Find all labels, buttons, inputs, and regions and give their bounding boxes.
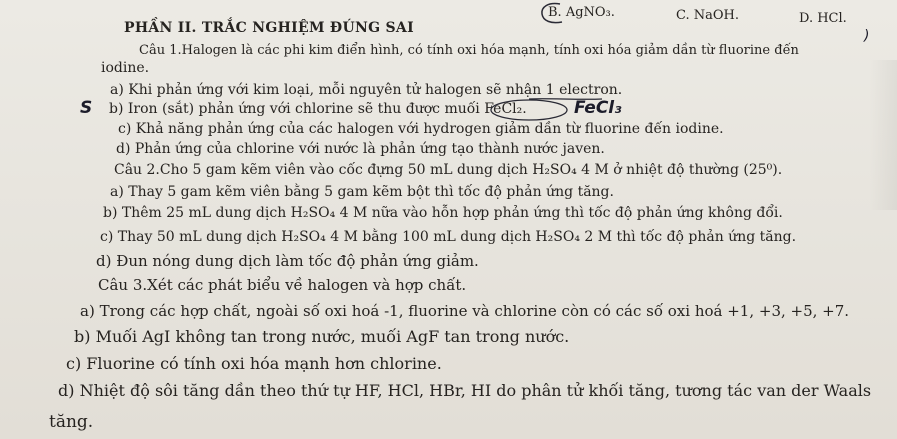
question-2-statement-c: c) Thay 50 mL dung dịch H₂SO₄ 4 M bằng 100 mL dung dịch H₂SO₄ 2 M thì tốc độ phản ứng tăng. <box>100 229 797 245</box>
question-1-stem: Câu 1.Halogen là các phi kim điển hình, có tính oxi hóa mạnh, tính oxi hóa giảm dần từ fluorine đến <box>139 43 799 58</box>
question-3-statement-a: a) Trong các hợp chất, ngoài số oxi hoá -1, fluorine và chlorine còn có các số oxi hoá +1, +3, +5, +7. <box>80 302 850 320</box>
question-1-statement-b: b) Iron (sắt) phản ứng với chlorine sẽ thu được muối FeCl₂. <box>109 101 527 117</box>
question-2-stem: Câu 2.Cho 5 gam kẽm viên vào cốc đựng 50 mL dung dịch H₂SO₄ 4 M ở nhiệt độ thường (25⁰). <box>114 162 783 178</box>
section-title: PHẦN II. TRẮC NGHIỆM ĐÚNG SAI <box>124 20 414 36</box>
fecl2-circle-mark <box>488 97 570 123</box>
option-d: D. HCl. <box>799 11 847 26</box>
handwritten-s-mark: S <box>80 98 93 118</box>
option-b: B. AgNO₃. <box>548 5 615 20</box>
option-c: C. NaOH. <box>676 8 740 23</box>
question-1-statement-a: a) Khi phản ứng với kim loại, mỗi nguyên tử halogen sẽ nhận 1 electron. <box>110 82 623 98</box>
question-3-stem: Câu 3.Xét các phát biểu về halogen và hợp chất. <box>98 276 467 294</box>
question-2-statement-d: d) Đun nóng dung dịch làm tốc độ phản ứng giảm. <box>96 252 479 270</box>
question-3-statement-c: c) Fluorine có tính oxi hóa mạnh hơn chlorine. <box>66 354 442 373</box>
option-b-circle-mark <box>538 1 568 25</box>
question-2-statement-a: a) Thay 5 gam kẽm viên bằng 5 gam kẽm bột thì tốc độ phản ứng tăng. <box>110 184 614 200</box>
question-3-statement-b: b) Muối AgI không tan trong nước, muối AgF tan trong nước. <box>74 327 570 346</box>
question-1-stem-line2: iodine. <box>101 60 150 76</box>
question-1-statement-d: d) Phản ứng của chlorine với nước là phản ứng tạo thành nước javen. <box>116 141 605 157</box>
handwritten-right-mark: ) <box>864 28 870 44</box>
handwritten-fecl3-note: FeCl₃ <box>574 98 622 118</box>
question-3-statement-d-line2: tăng. <box>49 412 94 432</box>
question-3-statement-d: d) Nhiệt độ sôi tăng dần theo thứ tự HF, HCl, HBr, HI do phân tử khối tăng, tương tác van der Waals <box>58 381 872 400</box>
question-2-statement-b: b) Thêm 25 mL dung dịch H₂SO₄ 4 M nữa vào hỗn hợp phản ứng thì tốc độ phản ứng không đổi. <box>103 205 783 221</box>
page-edge-shadow <box>869 60 897 210</box>
question-1-statement-c: c) Khả năng phản ứng của các halogen với hydrogen giảm dần từ fluorine đến iodine. <box>118 121 724 137</box>
